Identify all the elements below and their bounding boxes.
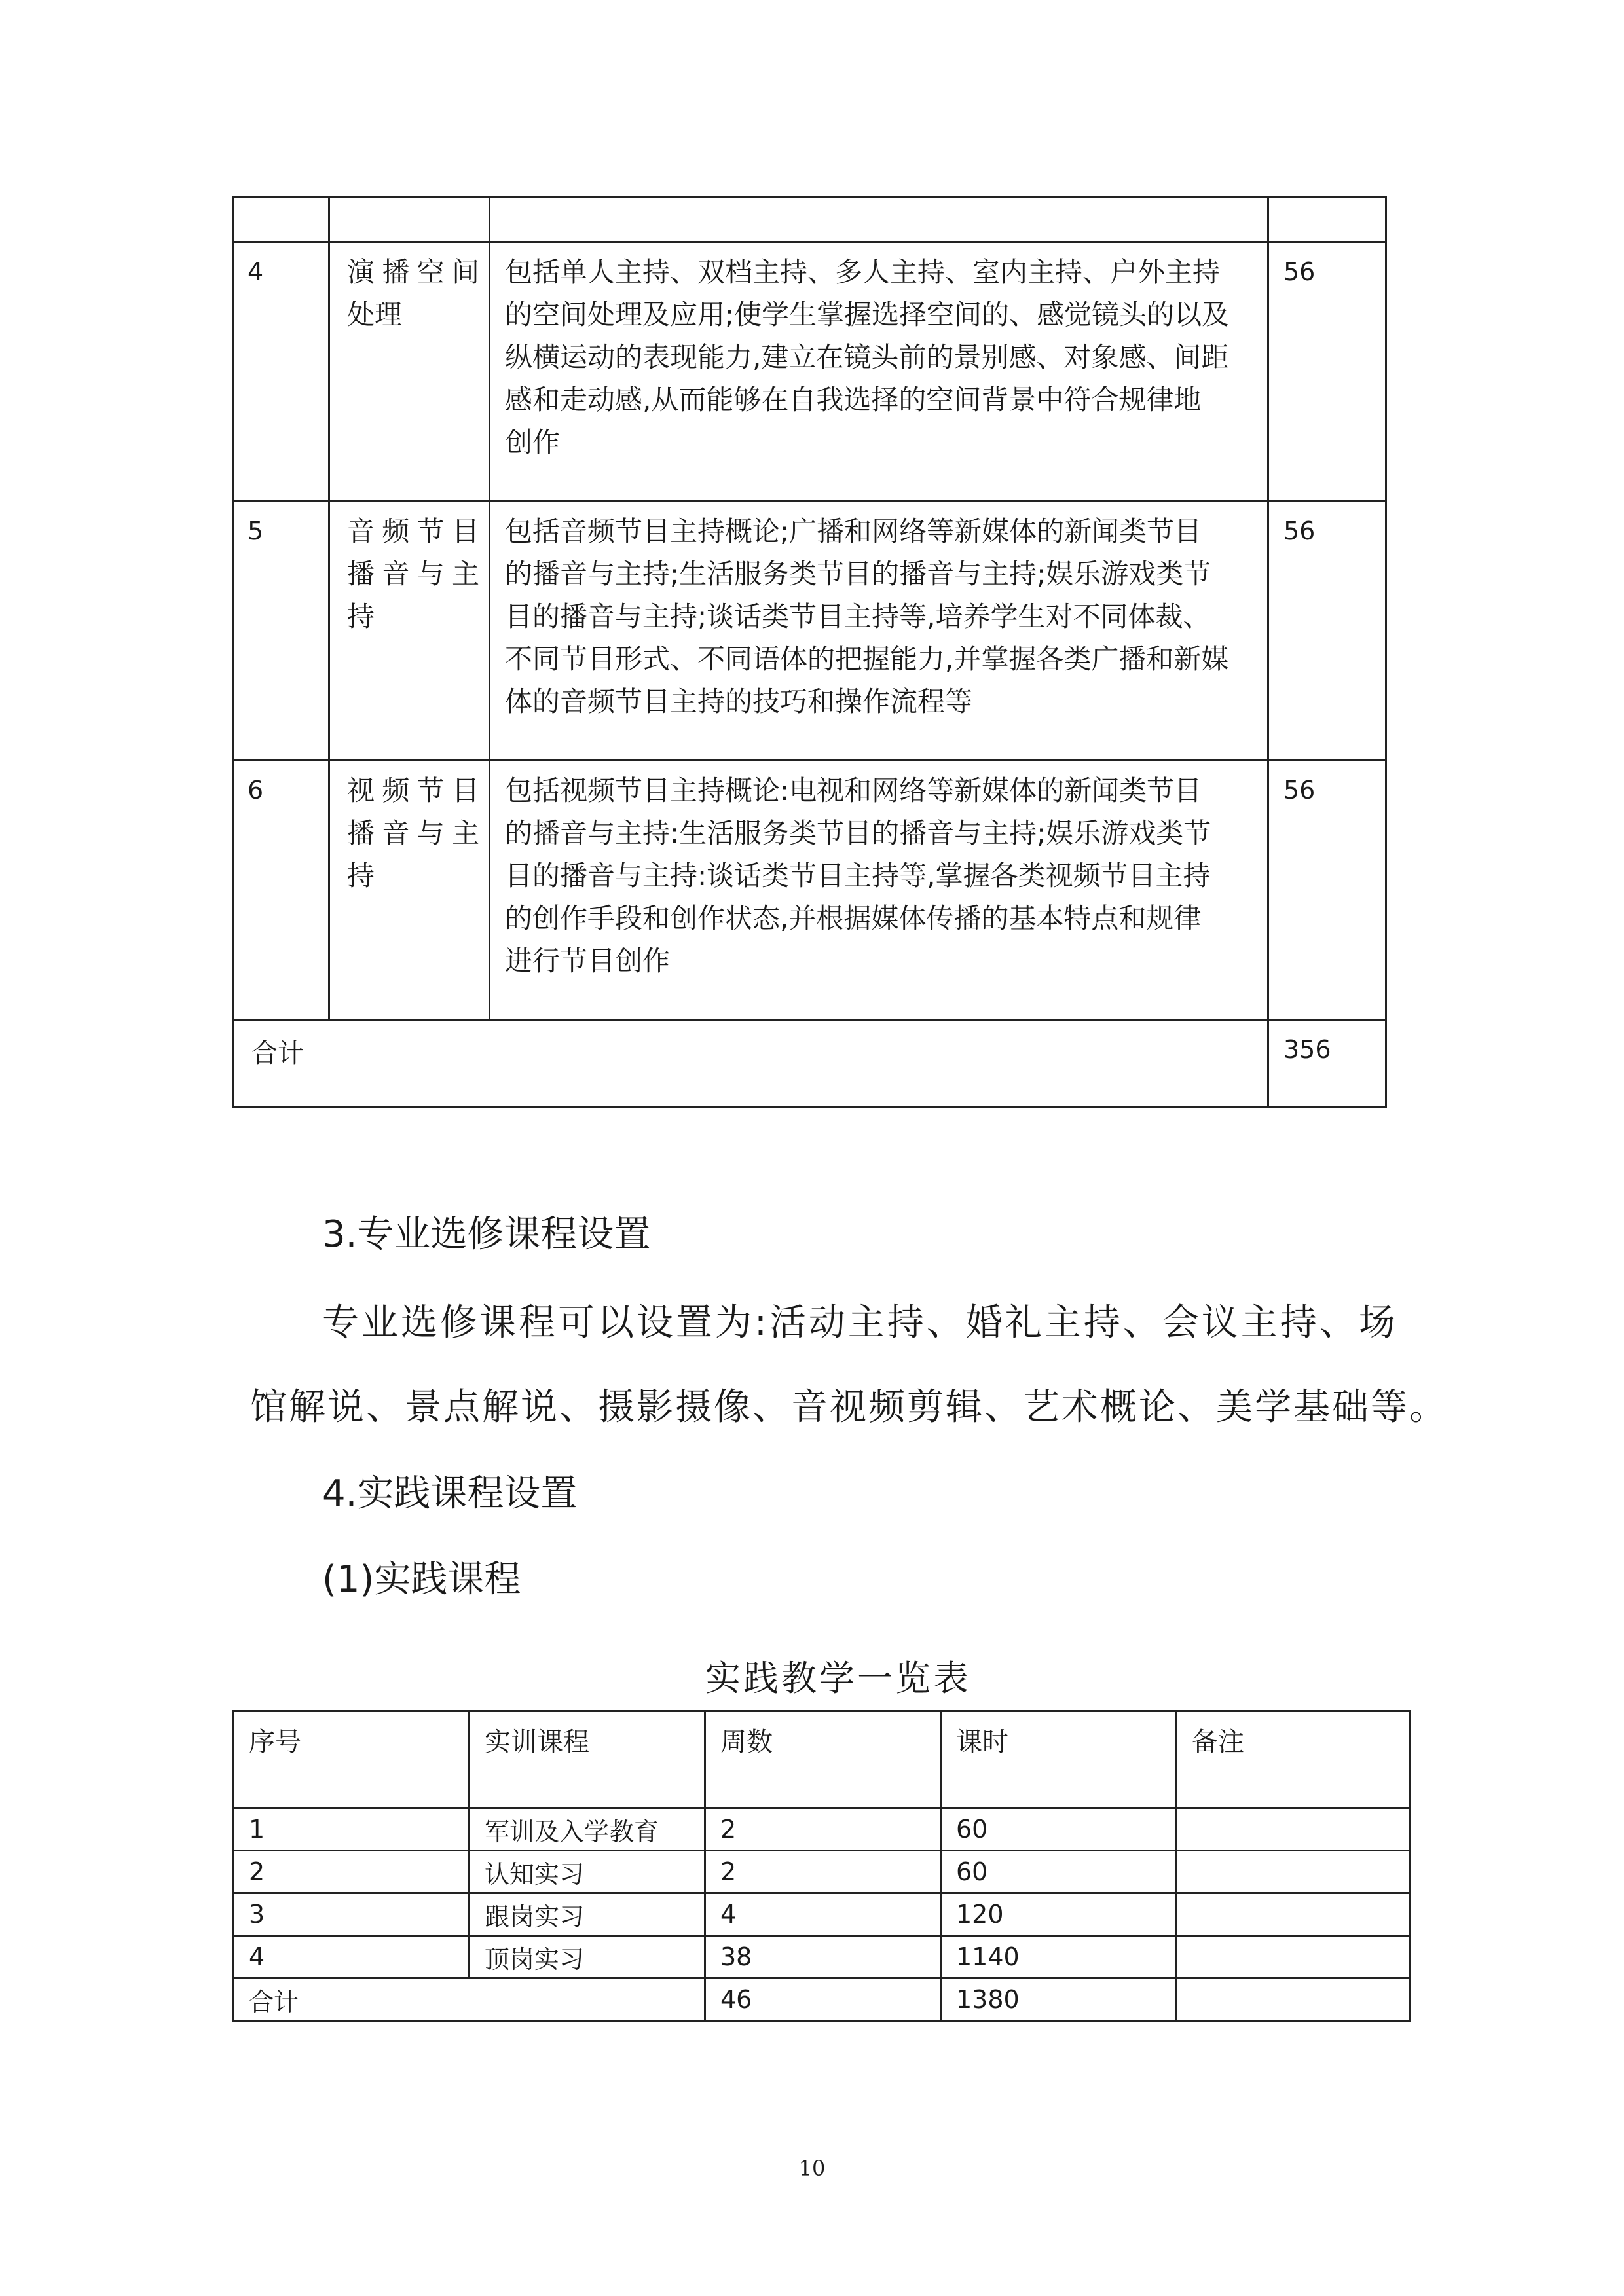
table-cell (1177, 1808, 1410, 1851)
table-cell: 2 (234, 1851, 470, 1893)
table-cell: 120 (941, 1893, 1177, 1936)
table-cell: 4 (234, 1936, 470, 1978)
table-row (234, 242, 1386, 501)
table-row (234, 1808, 1410, 1851)
table-cell (1177, 1851, 1410, 1893)
table-row (234, 761, 1386, 1020)
total-weeks: 46 (705, 1978, 941, 2021)
column-header: 周数 (705, 1711, 941, 1808)
practice-table (232, 1710, 1411, 2022)
table-cell: 38 (705, 1936, 941, 1978)
table-cell (1268, 198, 1386, 242)
table-cell: 顶岗实习 (470, 1936, 705, 1978)
course-hours: 56 (1268, 761, 1386, 1020)
table-cell: 2 (705, 1851, 941, 1893)
table-row (234, 1893, 1410, 1936)
course-number: 6 (234, 761, 329, 1020)
table-cell: 跟岗实习 (470, 1893, 705, 1936)
table-row (234, 1936, 1410, 1978)
paragraph-line: 馆解说、景点解说、摄影摄像、音视频剪辑、艺术概论、美学基础等。 (250, 1386, 1448, 1429)
table-cell: 2 (705, 1808, 941, 1851)
table-cell: 3 (234, 1893, 470, 1936)
subsection-heading: (1)实践课程 (322, 1558, 521, 1601)
course-description: 包括视频节目主持概论:电视和网络等新媒体的新闻类节目 的播音与主持:生活服务类节目的播音与主持;娱乐游戏类节 目的播音与主持:谈话类节目主持等,掌握各类视频节目主持 的创作手段和创作状态,并根据媒体传播的基本特点和规律 进行节目创作 (490, 761, 1268, 1020)
table-row (234, 1851, 1410, 1893)
table-row (234, 198, 1386, 242)
table-cell (1177, 1936, 1410, 1978)
column-header: 课时 (941, 1711, 1177, 1808)
course-name: 视频节目 播音与主 持 (329, 761, 490, 1020)
total-row (234, 1020, 1386, 1108)
total-hours: 1380 (941, 1978, 1177, 2021)
table-cell (1177, 1893, 1410, 1936)
column-header: 序号 (234, 1711, 470, 1808)
table-cell: 4 (705, 1893, 941, 1936)
total-label: 合计 (234, 1020, 1268, 1108)
section-heading: 3.专业选修课程设置 (322, 1213, 651, 1256)
course-name: 音频节目 播音与主 持 (329, 501, 490, 761)
column-header: 实训课程 (470, 1711, 705, 1808)
course-name: 演播空间 处理 (329, 242, 490, 501)
section-heading: 4.实践课程设置 (322, 1472, 578, 1515)
course-description: 包括单人主持、双档主持、多人主持、室内主持、户外主持 的空间处理及应用;使学生掌握选择空间的、感觉镜头的以及 纵横运动的表现能力,建立在镜头前的景别感、对象感、间距 感和走动感,从而能够在自我选择的空间背景中符合规律地 创作 (490, 242, 1268, 501)
course-hours: 56 (1268, 242, 1386, 501)
course-number: 4 (234, 242, 329, 501)
table-cell: 1 (234, 1808, 470, 1851)
total-row (234, 1978, 1410, 2021)
paragraph-line: 专业选修课程可以设置为:活动主持、婚礼主持、会议主持、场 (322, 1302, 1398, 1344)
course-hours: 56 (1268, 501, 1386, 761)
page-number: 10 (798, 2156, 826, 2181)
table-cell (234, 198, 329, 242)
total-hours: 356 (1268, 1020, 1386, 1108)
table-cell: 认知实习 (470, 1851, 705, 1893)
column-header: 备注 (1177, 1711, 1410, 1808)
table-row (234, 501, 1386, 761)
total-note (1177, 1978, 1410, 2021)
table-cell: 60 (941, 1808, 1177, 1851)
course-description: 包括音频节目主持概论;广播和网络等新媒体的新闻类节目 的播音与主持;生活服务类节目的播音与主持;娱乐游戏类节 目的播音与主持;谈话类节目主持等,培养学生对不同体裁、 不同节目形式、不同语体的把握能力,并掌握各类广播和新媒 体的音频节目主持的技巧和操作流程等 (490, 501, 1268, 761)
total-label: 合计 (234, 1978, 705, 2021)
table-cell (329, 198, 490, 242)
table-cell: 1140 (941, 1936, 1177, 1978)
table-cell: 60 (941, 1851, 1177, 1893)
table-caption: 实践教学一览表 (705, 1658, 971, 1699)
table-cell: 军训及入学教育 (470, 1808, 705, 1851)
table-header-row (234, 1711, 1410, 1808)
table-cell (490, 198, 1268, 242)
course-table (232, 196, 1387, 1108)
course-number: 5 (234, 501, 329, 761)
